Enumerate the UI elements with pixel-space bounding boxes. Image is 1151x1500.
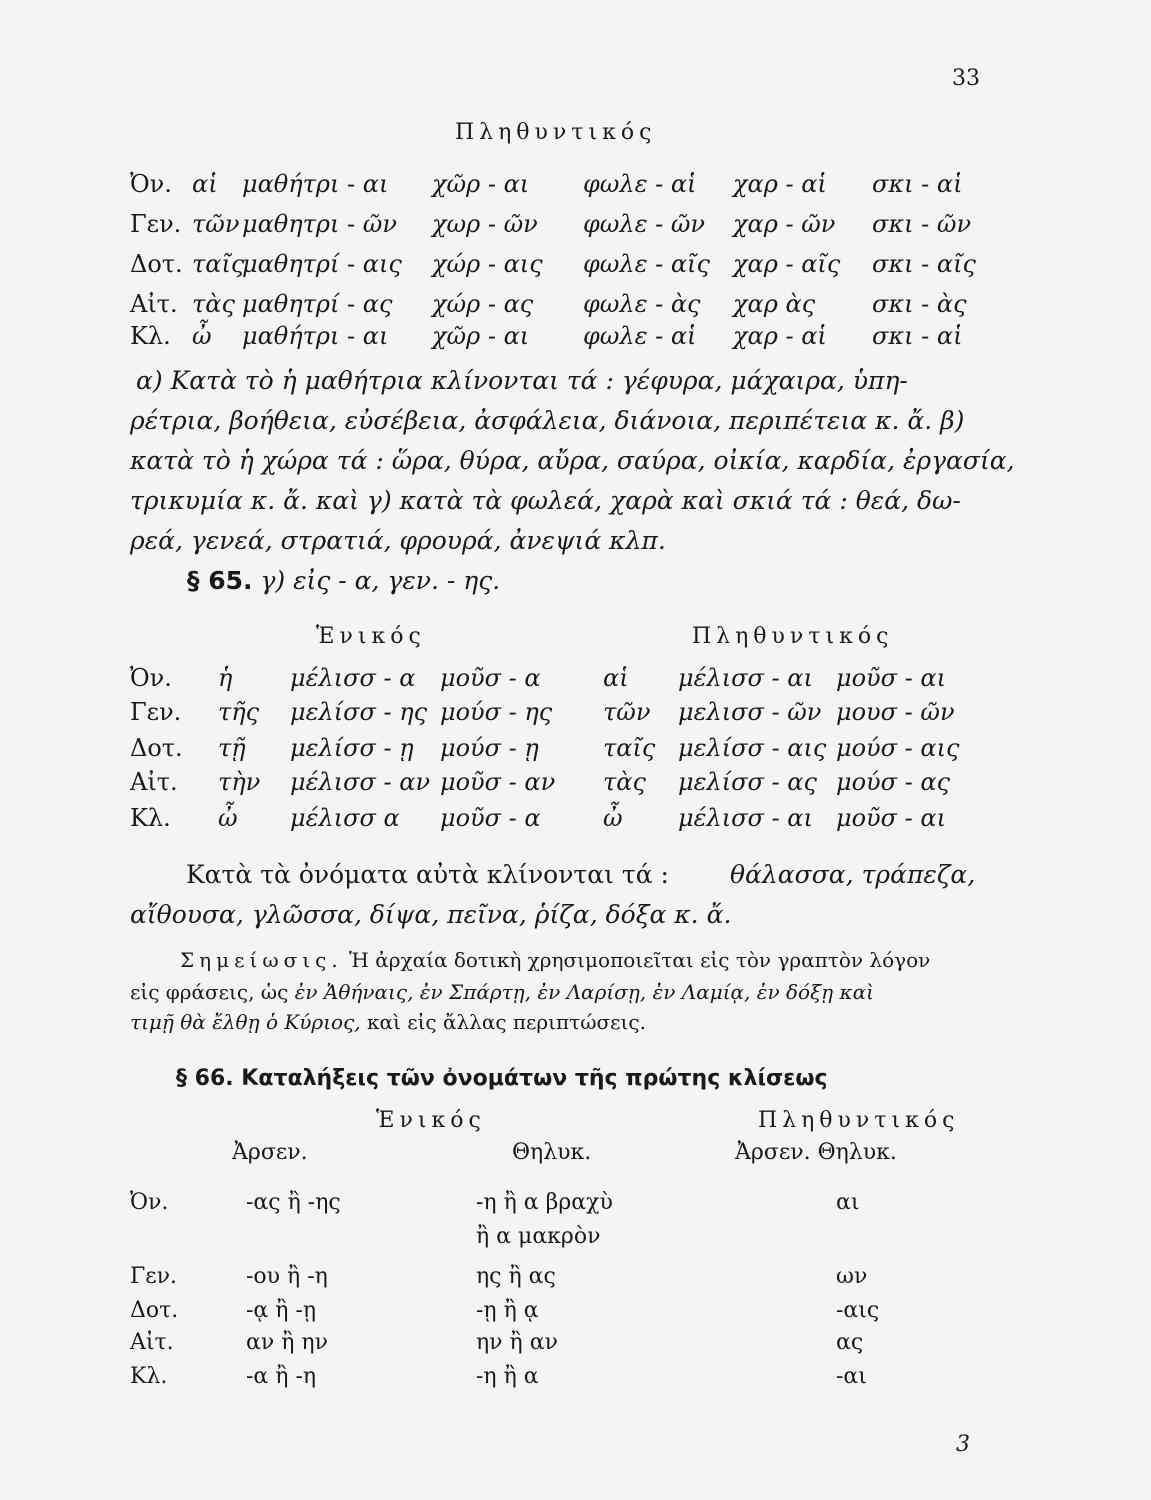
t3-plural-ending-cell: ων xyxy=(836,1264,868,1289)
t2-article-singular-cell: ὦ xyxy=(218,804,238,832)
note-text-3a: τιμῇ θὰ ἔλθῃ ὁ Κύριος, xyxy=(130,1010,361,1034)
t2-word-melissai-cell: μελισσ - ῶν xyxy=(678,698,822,726)
para2-line-1 xyxy=(186,860,669,889)
t3-fem-ending-cell: ην ἢ αν xyxy=(476,1330,558,1355)
t2-word-mousai-cell: μοῦσ - αι xyxy=(836,804,947,832)
t2-case-cell: Κλ. xyxy=(130,804,171,832)
note-line-2 xyxy=(130,980,874,1004)
t1-word-mathitria-cell: μαθητρι - ῶν xyxy=(242,210,397,238)
t2-case-cell: Αἰτ. xyxy=(130,768,178,796)
section66-title: § 66. Καταλήξεις τῶν ὀνομάτων τῆς πρώτης κλίσεως xyxy=(176,1066,828,1091)
t3-case-cell: Γεν. xyxy=(130,1264,178,1289)
t1-word-mathitria-cell: μαθήτρι - αι xyxy=(242,170,389,198)
signature-mark: 3 xyxy=(956,1432,970,1457)
t1-word-fwlea-cell: φωλε - ῶν xyxy=(583,210,705,238)
t3-masc-ending-cell: -ου ἢ -η xyxy=(246,1264,328,1289)
t2-word-melissa-cell: μελίσσ - ῃ xyxy=(290,734,414,762)
table3-header-plural: Πληθυντικός xyxy=(758,1108,960,1133)
t3-plural-ending-cell: ας xyxy=(836,1330,864,1355)
t3-masc-ending-cell: -ᾳ ἢ -ῃ xyxy=(246,1298,317,1323)
t1-case-cell: Κλ. xyxy=(130,322,171,350)
t3-fem-ending-cell: -η ἢ α βραχὺ xyxy=(476,1190,613,1215)
t1-word-chora-cell: χῶρ - αι xyxy=(432,322,530,350)
t1-word-mathitria-cell: μαθήτρι - αι xyxy=(242,322,389,350)
t3-fem-ending-cell: -ῃ ἢ ᾳ xyxy=(476,1298,539,1323)
t2-word-melissa-cell: μέλισσ α xyxy=(290,804,400,832)
para1-line-1: α) Κατὰ τὸ ἡ μαθήτρια κλίνονται τά : γέφυρα, μάχαιρα, ὑπη- xyxy=(136,366,908,395)
t1-word-chora-cell: χωρ - ῶν xyxy=(432,210,538,238)
t3-fem-ending-cell: ης ἢ ας xyxy=(476,1264,556,1289)
t2-article-singular-cell: τὴν xyxy=(218,768,261,796)
t1-word-skia-cell: σκι - αῖς xyxy=(872,250,976,278)
table3-sub-fem: Θηλυκ. xyxy=(512,1140,592,1165)
t2-word-melissai-cell: μέλισσ - αι xyxy=(678,664,813,692)
table3-sub-plural: Ἀρσεν. Θηλυκ. xyxy=(735,1140,897,1165)
t1-word-fwlea-cell: φωλε - ὰς xyxy=(583,290,701,318)
t1-word-skia-cell: σκι - αἱ xyxy=(872,170,963,198)
t2-article-singular-cell: ἡ xyxy=(218,664,233,692)
t2-word-melissa-cell: μέλισσ - α xyxy=(290,664,416,692)
t2-article-plural-cell: αἱ xyxy=(603,664,629,692)
note-line-3 xyxy=(130,1010,646,1034)
note-line-1 xyxy=(180,948,930,972)
para2-line1-end: θάλασσα, τράπεζα, xyxy=(730,860,976,889)
t2-case-cell: Ὀν. xyxy=(130,664,172,692)
t2-case-cell: Δοτ. xyxy=(130,734,183,762)
note-text-3b: καὶ εἰς ἄλλας περιπτώσεις. xyxy=(367,1010,646,1034)
table2-header-plural: Πληθυντικός xyxy=(692,624,894,649)
t1-case-cell: Δοτ. xyxy=(130,250,183,278)
section65-number: § 65. xyxy=(187,566,253,595)
section65-text: γ) εἰς - α, γεν. - ης. xyxy=(260,566,501,595)
para1-line-4: τρικυμία κ. ἄ. καὶ γ) κατὰ τὰ φωλεά, χαρὰ καὶ σκιά τά : θεά, δω- xyxy=(130,486,961,515)
t2-word-mousai-cell: μοῦσ - αι xyxy=(836,664,947,692)
t1-word-chora-cell: χῶρ - αι xyxy=(432,170,530,198)
t1-word-chora-cell: χώρ - ας xyxy=(432,290,534,318)
t2-article-singular-cell: τῆς xyxy=(218,698,260,726)
t2-word-mousai-cell: μούσ - αις xyxy=(836,734,960,762)
t1-word-skia-cell: σκι - ὰς xyxy=(872,290,967,318)
t1-word-chara-cell: χαρ - αἱ xyxy=(733,170,827,198)
t2-case-cell: Γεν. xyxy=(130,698,182,726)
t3-case-cell: Ὀν. xyxy=(130,1190,169,1215)
t2-word-melissa-cell: μέλισσ - αν xyxy=(290,768,431,796)
t3-fem-ending-cell: -η ἢ α xyxy=(476,1364,539,1389)
t3-plural-ending-cell: αι xyxy=(836,1190,860,1215)
t1-article-cell: τὰς xyxy=(192,290,235,318)
t2-article-plural-cell: ταῖς xyxy=(603,734,656,762)
table2-header-singular: Ἑνικός xyxy=(316,624,426,649)
t3-case-cell: Δοτ. xyxy=(130,1298,179,1323)
t2-word-melissai-cell: μελίσσ - ας xyxy=(678,768,817,796)
t1-word-skia-cell: σκι - αἱ xyxy=(872,322,963,350)
t1-word-mathitria-cell: μαθητρί - ας xyxy=(242,290,393,318)
table3-header-singular: Ἑνικός xyxy=(376,1108,486,1133)
table1-header: Πληθυντικός xyxy=(455,120,657,145)
t2-word-mousa-cell: μοῦσ - α xyxy=(440,804,541,832)
t1-word-mathitria-cell: μαθητρί - αις xyxy=(242,250,402,278)
t1-word-chara-cell: χαρ - ῶν xyxy=(733,210,836,238)
t1-word-fwlea-cell: φωλε - αἱ xyxy=(583,322,697,350)
t1-article-cell: αἱ xyxy=(192,170,218,198)
t3-plural-ending-cell: -αις xyxy=(836,1298,880,1323)
t3-case-cell: Κλ. xyxy=(130,1364,168,1389)
t1-article-cell: ταῖς xyxy=(192,250,245,278)
para2-line1-start: Κατὰ τὰ ὀνόματα αὐτὰ κλίνονται τά : xyxy=(186,860,669,889)
t3-masc-ending-cell: -α ἢ -η xyxy=(246,1364,317,1389)
para1-line-2: ρέτρια, βοήθεια, εὐσέβεια, ἀσφάλεια, διάνοια, περιπέτεια κ. ἄ. β) xyxy=(130,406,965,435)
para1-line-3: κατὰ τὸ ἡ χώρα τά : ὥρα, θύρα, αὔρα, σαύρα, οἰκία, καρδία, ἐργασία, xyxy=(130,446,1015,475)
t2-article-singular-cell: τῇ xyxy=(218,734,246,762)
t1-word-skia-cell: σκι - ῶν xyxy=(872,210,972,238)
page-number: 33 xyxy=(952,66,980,91)
note-text-2a: εἰς φράσεις, ὡς xyxy=(130,980,289,1004)
t1-case-cell: Αἰτ. xyxy=(130,290,178,318)
para1-line-5: ρεά, γενεά, στρατιά, φρουρά, ἀνεψιά κλπ. xyxy=(130,526,666,555)
section65-heading xyxy=(187,566,500,595)
t1-word-chara-cell: χαρ - αῖς xyxy=(733,250,841,278)
t1-case-cell: Ὀν. xyxy=(130,170,172,198)
t3-case-cell: Αἰτ. xyxy=(130,1330,174,1355)
t1-word-chora-cell: χώρ - αις xyxy=(432,250,543,278)
t1-case-cell: Γεν. xyxy=(130,210,182,238)
t2-word-mousa-cell: μοῦσ - αν xyxy=(440,768,556,796)
t2-article-plural-cell: τῶν xyxy=(603,698,651,726)
t2-word-mousai-cell: μούσ - ας xyxy=(836,768,951,796)
t2-article-plural-cell: ὦ xyxy=(603,804,623,832)
t2-word-melissa-cell: μελίσσ - ης xyxy=(290,698,428,726)
t2-word-mousa-cell: μούσ - ῃ xyxy=(440,734,539,762)
t3-masc-ending-cell: αν ἢ ην xyxy=(246,1330,328,1355)
note-label: Σημείωσις. xyxy=(180,948,343,972)
t2-word-melissai-cell: μελίσσ - αις xyxy=(678,734,827,762)
note-text-1: Ἡ ἀρχαία δοτικὴ χρησιμοποιεῖται εἰς τὸν γραπτὸν λόγον xyxy=(349,948,931,972)
t2-word-mousa-cell: μούσ - ης xyxy=(440,698,553,726)
t1-word-chara-cell: χαρ - αἱ xyxy=(733,322,827,350)
t2-article-plural-cell: τὰς xyxy=(603,768,646,796)
t2-word-melissai-cell: μέλισσ - αι xyxy=(678,804,813,832)
t1-word-chara-cell: χαρ ὰς xyxy=(733,290,816,318)
table3-sub-masc: Ἀρσεν. xyxy=(232,1140,308,1165)
t3-plural-ending-cell: -αι xyxy=(836,1364,867,1389)
t1-word-fwlea-cell: φωλε - αῖς xyxy=(583,250,710,278)
t1-word-fwlea-cell: φωλε - αἱ xyxy=(583,170,697,198)
t3-masc-ending-cell: -ας ἢ -ης xyxy=(246,1190,341,1215)
t2-word-mousai-cell: μουσ - ῶν xyxy=(836,698,955,726)
t3-fem-ending-cell: ἢ α μακρὸν xyxy=(476,1224,601,1249)
t2-word-mousa-cell: μοῦσ - α xyxy=(440,664,541,692)
note-text-2b: ἐν Ἀθήναις, ἐν Σπάρτῃ, ἐν Λαρίσῃ, ἐν Λαμίᾳ, ἐν δόξῃ καὶ xyxy=(294,980,874,1004)
para2-line-2: αἴθουσα, γλῶσσα, δίψα, πεῖνα, ῥίζα, δόξα κ. ἄ. xyxy=(130,900,732,929)
t1-article-cell: τῶν xyxy=(192,210,240,238)
t1-article-cell: ὦ xyxy=(192,322,212,350)
